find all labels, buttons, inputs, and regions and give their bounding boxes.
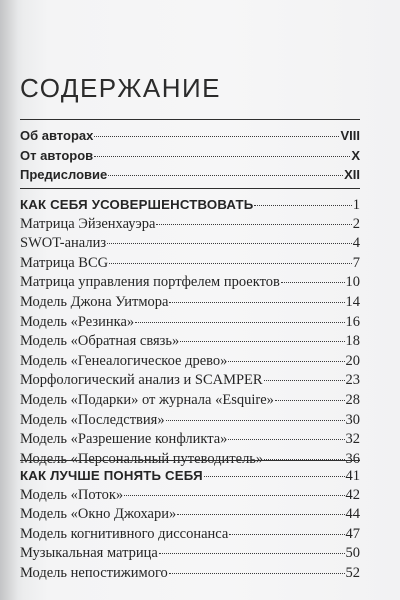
toc-entry-title: Модель «Поток»: [20, 486, 124, 503]
toc-entry-title: Матрица BCG: [20, 254, 109, 271]
toc-entry-title: Предисловие: [20, 167, 108, 183]
toc-entry-title: Модель «Генеалогическое древо»: [20, 352, 228, 369]
dot-leader: [94, 156, 350, 157]
toc-entry[interactable]: [20, 525, 360, 545]
toc-entry[interactable]: [20, 371, 360, 391]
toc-entry-title: Модель «Разрешение конфликта»: [20, 431, 228, 448]
dot-leader: [275, 400, 345, 401]
section-heading-page: 41: [345, 468, 360, 484]
dot-leader: [229, 534, 344, 535]
toc-entry[interactable]: [20, 486, 360, 506]
dot-leader: [228, 439, 344, 440]
section-1: [20, 195, 360, 469]
page-title: СОДЕРЖАНИЕ: [20, 73, 222, 103]
toc-entry[interactable]: [20, 293, 360, 313]
section-heading-page: 1: [352, 197, 360, 213]
toc-entry-title: Модель Джона Уитмора: [20, 293, 169, 310]
section-2: [20, 466, 360, 584]
toc-entry-page: X: [351, 147, 360, 163]
toc-entry-title: От авторов: [20, 147, 94, 163]
page-gutter-shadow: [0, 0, 18, 600]
toc-entry-page: 42: [345, 486, 360, 503]
toc-entry-page: 44: [345, 506, 360, 523]
dot-leader: [135, 322, 344, 323]
toc-entry-page: 16: [345, 313, 360, 330]
toc-entry[interactable]: [20, 564, 360, 584]
toc-entry-page: 20: [345, 352, 360, 369]
toc-entry-title: Морфологический анализ и SCAMPER: [20, 372, 263, 389]
toc-entry[interactable]: [20, 215, 360, 235]
dot-leader: [169, 573, 345, 574]
title-rule: [20, 119, 360, 120]
section-rule: [20, 460, 360, 461]
toc-entry-page: 32: [345, 431, 360, 448]
toc-entry-page: 10: [345, 274, 360, 291]
toc-entry-page: 36: [345, 450, 360, 467]
dot-leader: [204, 476, 345, 477]
toc-entry-page: 18: [345, 333, 360, 350]
toc-entry[interactable]: [20, 313, 360, 333]
toc-entry-title: Модель непостижимого: [20, 564, 168, 581]
toc-entry-title: Модель «Резинка»: [20, 313, 135, 330]
dot-leader: [254, 205, 351, 206]
toc-entry-title: Об авторах: [20, 128, 94, 143]
dot-leader: [177, 514, 344, 515]
section-heading[interactable]: [20, 466, 360, 486]
section-rule: [20, 188, 360, 189]
toc-entry[interactable]: [20, 505, 360, 525]
toc-entry-title: Матрица Эйзенхауэра: [20, 215, 156, 232]
dot-leader: [264, 380, 345, 381]
toc-entry[interactable]: [20, 165, 360, 185]
dot-leader: [156, 224, 351, 225]
dot-leader: [180, 341, 344, 342]
toc-entry-page: 2: [352, 215, 360, 232]
toc-entry[interactable]: [20, 391, 360, 411]
toc-entry-title: Модель «Подарки» от журнала «Esquire»: [20, 391, 274, 408]
section-heading-title: КАК ЛУЧШЕ ПОНЯТЬ СЕБЯ: [20, 468, 203, 483]
toc-entry-title: SWOT-анализ: [20, 235, 107, 252]
toc-entry[interactable]: [20, 430, 360, 450]
toc-entry[interactable]: [20, 411, 360, 431]
section-heading[interactable]: [20, 195, 360, 215]
toc-entry-page: 30: [345, 411, 360, 428]
toc-entry[interactable]: [20, 332, 360, 352]
toc-entry-page: 23: [345, 372, 360, 389]
toc-entry-page: VIII: [340, 128, 360, 143]
toc-entry-page: 4: [352, 235, 360, 252]
toc-entry-page: 52: [345, 564, 360, 581]
dot-leader: [94, 136, 339, 137]
toc-entry-page: 14: [345, 293, 360, 310]
dot-leader: [109, 263, 352, 264]
toc-entry-title: Модель когнитивного диссонанса: [20, 525, 229, 542]
toc-entry[interactable]: [20, 126, 360, 146]
dot-leader: [169, 302, 344, 303]
toc-entry-page: 7: [352, 254, 360, 271]
dot-leader: [228, 361, 344, 362]
dot-leader: [159, 553, 345, 554]
toc-entry-title: Модель «Персональный путеводитель»: [20, 450, 264, 467]
dot-leader: [124, 495, 344, 496]
toc-entry[interactable]: [20, 146, 360, 166]
toc-entry[interactable]: [20, 544, 360, 564]
dot-leader: [108, 175, 343, 176]
toc-entry-title: Матрица управления портфелем проектов: [20, 274, 280, 291]
front-matter-list: [20, 126, 360, 185]
dot-leader: [166, 420, 345, 421]
toc-entry-title: Модель «Окно Джохари»: [20, 506, 177, 523]
toc-entry-page: 47: [345, 525, 360, 542]
dot-leader: [281, 282, 345, 283]
toc-entry-title: Модель «Последствия»: [20, 411, 165, 428]
toc-entry-page: XII: [344, 167, 360, 183]
toc-entry-page: 50: [345, 545, 360, 562]
toc-entry[interactable]: [20, 254, 360, 274]
toc-entry[interactable]: [20, 352, 360, 372]
toc-entry[interactable]: [20, 234, 360, 254]
toc-entry-page: 28: [345, 391, 360, 408]
dot-leader: [107, 243, 352, 244]
section-heading-title: КАК СЕБЯ УСОВЕРШЕНСТВОВАТЬ: [20, 197, 254, 212]
toc-entry[interactable]: [20, 273, 360, 293]
toc-entry-title: Модель «Обратная связь»: [20, 333, 180, 350]
toc-entry-title: Музыкальная матрица: [20, 545, 158, 562]
